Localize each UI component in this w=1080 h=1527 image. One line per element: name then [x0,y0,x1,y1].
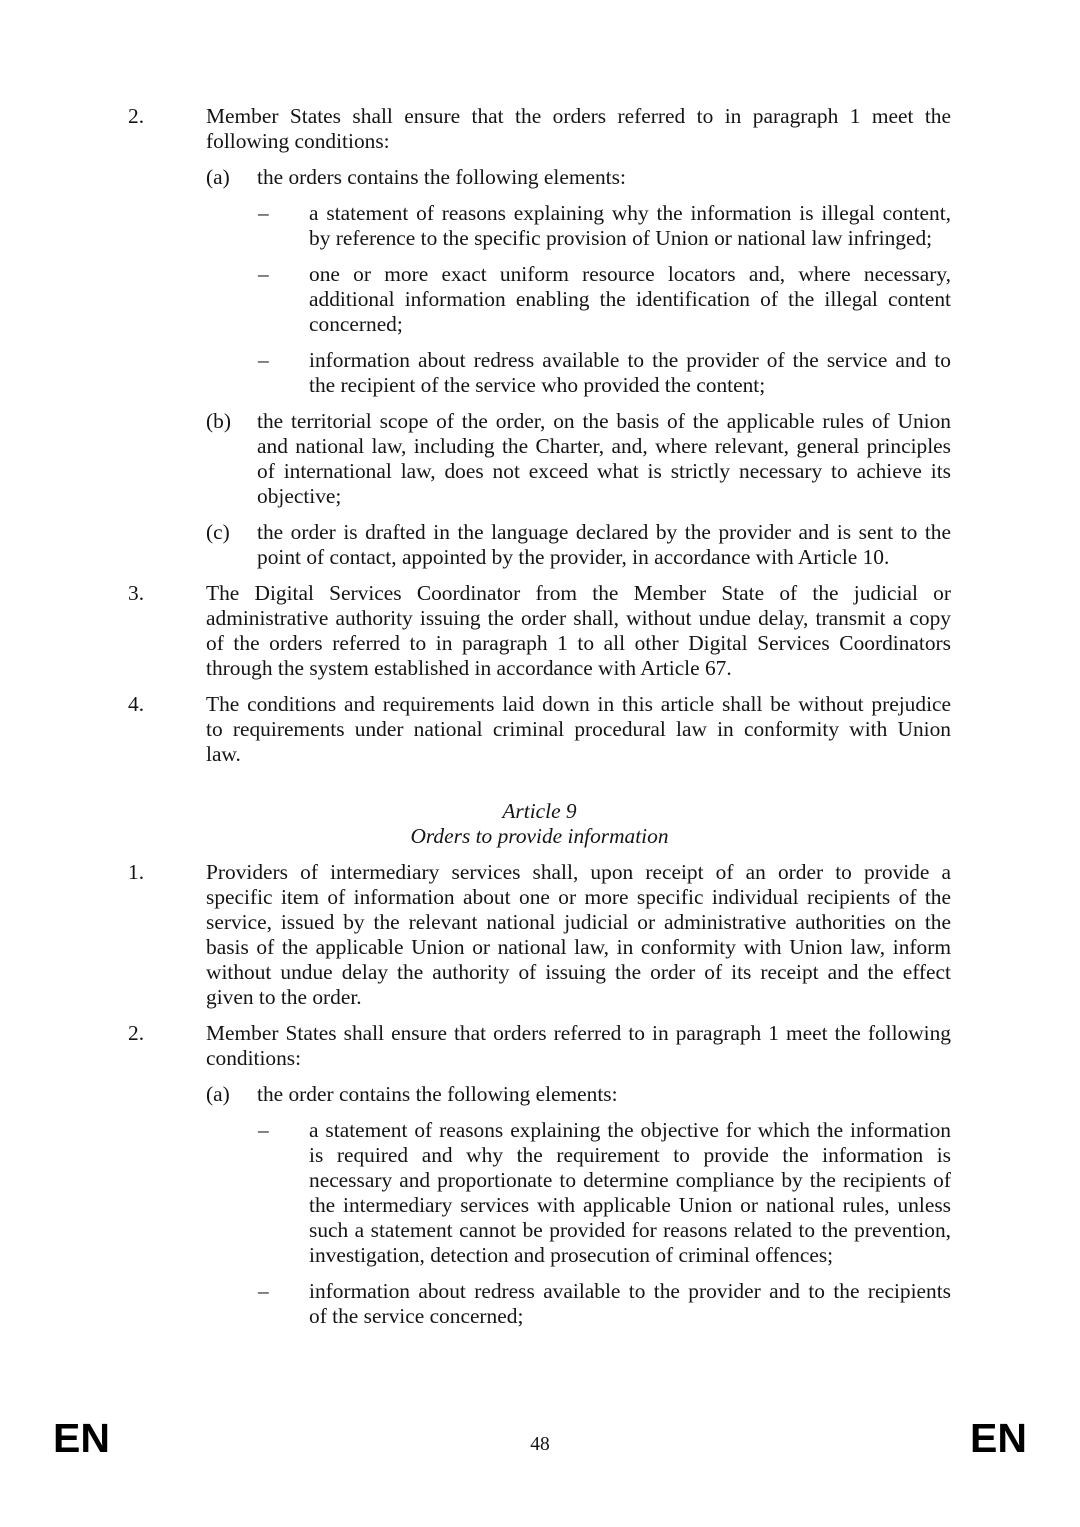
page-number: 48 [530,1434,550,1455]
paragraph-number: 4. [128,691,145,716]
paragraph-text [206,581,951,681]
point-label: (b) [206,408,231,433]
text-line: additional information enabling the identification of the illegal content [309,286,951,311]
text-line: necessary and proportionate to determine compliance by the recipients of [309,1167,951,1192]
paragraph-text [206,1021,951,1071]
paragraph-text [206,104,951,154]
dash-bullet: – [258,1278,269,1303]
article-title: Orders to provide information [410,823,669,848]
dash-bullet: – [258,261,269,286]
text-line: without undue delay the authority of issuing the order of its receipt and the effect [206,959,951,984]
article-9-heading [128,799,951,849]
point-text [257,520,951,570]
text-line: a statement of reasons explaining why the information is illegal content, [309,200,951,225]
text-line: information about redress available to the provider of the service and to [309,347,951,372]
text-line: Member States shall ensure that the orders referred to in paragraph 1 meet the [206,103,951,128]
text-line: such a statement cannot be provided for reasons related to the prevention, [309,1217,951,1242]
text-line: of the orders referred to in paragraph 1 to all other Digital Services Coordinators [206,630,951,655]
dash-bullet: – [258,200,269,225]
text-line: information about redress available to the provider and to the recipients [309,1278,951,1303]
article-9-indent-1 [128,1118,951,1268]
text-line: point of contact, appointed by the provider, in accordance with Article 10. [257,544,890,569]
article-8-paragraph-3 [128,581,951,681]
text-line: the territorial scope of the order, on the basis of the applicable rules of Union [257,408,951,433]
text-line: to requirements under national criminal procedural law in conformity with Union [206,716,951,741]
dash-bullet: – [258,347,269,372]
text-line: law. [206,741,241,766]
dash-bullet: – [258,1117,269,1142]
indent-text [309,1118,951,1268]
text-line: given to the order. [206,984,362,1009]
point-label: (a) [206,1081,230,1106]
point-text [257,409,951,509]
text-line: service, issued by the relevant national judicial or administrative authorities on the [206,909,951,934]
text-line: the order contains the following elements: [257,1081,618,1106]
text-line: basis of the applicable Union or national law, in conformity with Union law, inform [206,934,951,959]
footer-language-right: EN [970,1415,1027,1461]
article-8-indent-2 [128,262,951,337]
article-9-paragraph-2 [128,1021,951,1071]
article-8-point-a [128,165,951,190]
point-text [257,165,951,190]
article-8-paragraph-2 [128,104,951,154]
page-body [128,104,951,1329]
paragraph-text [206,692,951,767]
text-line: administrative authority issuing the order shall, without undue delay, transmit a copy [206,605,951,630]
point-label: (a) [206,164,230,189]
article-8-point-b [128,409,951,509]
indent-text [309,201,951,251]
text-line: the intermediary services with applicable Union or national rules, unless [309,1192,951,1217]
text-line: the order is drafted in the language declared by the provider and is sent to the [257,519,951,544]
text-line: a statement of reasons explaining the objective for which the information [309,1117,951,1142]
text-line: following conditions: [206,128,390,153]
article-8-paragraph-4 [128,692,951,767]
text-line: investigation, detection and prosecution of criminal offences; [309,1242,834,1267]
text-line: and national law, including the Charter, and, where relevant, general principles [257,433,951,458]
text-line: of the service concerned; [309,1303,524,1328]
text-line: through the system established in accordance with Article 67. [206,655,732,680]
point-text [257,1082,951,1107]
article-9-indent-2 [128,1279,951,1329]
text-line: specific item of information about one or more specific individual recipients of the [206,884,951,909]
paragraph-text [206,860,951,1010]
text-line: one or more exact uniform resource locators and, where necessary, [309,261,951,286]
text-line: concerned; [309,311,403,336]
text-line: by reference to the specific provision of Union or national law infringed; [309,225,933,250]
text-line: conditions: [206,1045,302,1070]
paragraph-number: 3. [128,580,145,605]
article-number: Article 9 [502,798,577,823]
text-line: is required and why the requirement to provide the information is [309,1142,951,1167]
article-8-point-c [128,520,951,570]
indent-text [309,262,951,337]
article-8-indent-1 [128,201,951,251]
point-label: (c) [206,519,230,544]
article-9-point-a [128,1082,951,1107]
indent-text [309,1279,951,1329]
indent-text [309,348,951,398]
text-line: Providers of intermediary services shall, upon receipt of an order to provide a [206,859,951,884]
text-line: Member States shall ensure that orders referred to in paragraph 1 meet the following [206,1020,951,1045]
text-line: the orders contains the following elements: [257,164,626,189]
text-line: objective; [257,483,342,508]
text-line: the recipient of the service who provided the content; [309,372,766,397]
footer-language-left: EN [53,1415,110,1461]
text-line: of international law, does not exceed what is strictly necessary to achieve its [257,458,951,483]
article-8-indent-3 [128,348,951,398]
paragraph-number: 2. [128,103,145,128]
text-line: The conditions and requirements laid down in this article shall be without prejudice [206,691,951,716]
paragraph-number: 1. [128,859,145,884]
article-9-paragraph-1 [128,860,951,1010]
paragraph-number: 2. [128,1020,145,1045]
text-line: The Digital Services Coordinator from the Member State of the judicial or [206,580,951,605]
